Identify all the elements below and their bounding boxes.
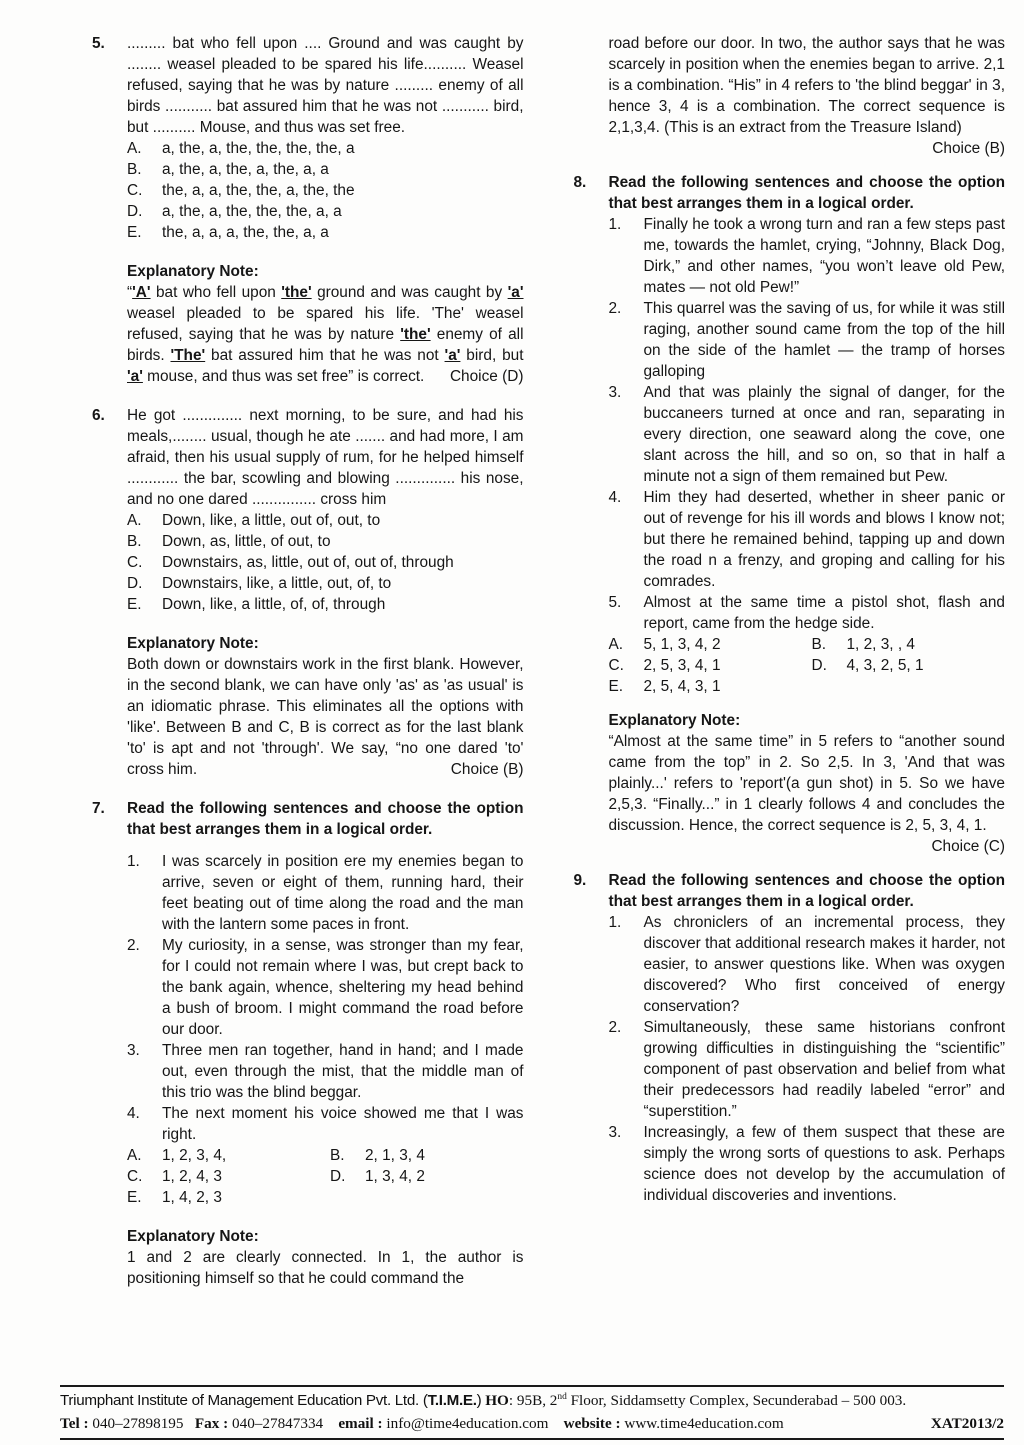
- item-text: I was scarcely in position ere my enemies began to arrive, seven or eight of them, running hard, their feet beating out of time along the road and the man with the lantern some paces in front.: [162, 853, 524, 933]
- question-content: [127, 798, 524, 1208]
- item-number: 2.: [608, 300, 622, 317]
- note-title: Explanatory Note:: [127, 1228, 259, 1245]
- option-letter: D.: [127, 203, 143, 220]
- option-row: [609, 634, 812, 655]
- item-number: 1.: [608, 216, 622, 233]
- option-letter: C.: [608, 657, 624, 674]
- note-body-text: Both down or downstairs work in the first blank. However, in the second blank, we can have only 'as' as 'as usual' is an idiomatic phrase. This eliminates all the options with 'like'. Between B and C, B is correct as for the last blank 'to' is apt and not 'through'. We say, “no one dared 'to' cross him.: [127, 656, 524, 778]
- note-body: [609, 33, 1006, 138]
- note-body: [609, 731, 1006, 836]
- sentence-item: [609, 912, 1006, 1017]
- option-text: 1, 2, 3, 4,: [162, 1147, 227, 1164]
- option-text: 1, 2, 3, , 4: [846, 636, 915, 653]
- option-letter: D.: [330, 1168, 346, 1185]
- note-indent: [92, 261, 127, 387]
- page-footer: [60, 1385, 1004, 1440]
- option-row: [127, 1187, 330, 1208]
- item-number: 5.: [608, 594, 622, 611]
- option-row: [127, 180, 524, 201]
- question-text: ......... bat who fell upon .... Ground and was caught by ........ weasel pleaded to be spared his life.......... Weasel refused, saying that he was by nature ......... enemy of all birds ........... bat assured him that he was not ........... bird, but .......... Mouse, and thus was set free.: [127, 35, 524, 136]
- note-content: [609, 33, 1006, 159]
- answer-choice: Choice (C): [931, 838, 1005, 855]
- sentence-item: [127, 851, 524, 935]
- note-body: [127, 654, 524, 780]
- option-row: [127, 222, 524, 243]
- question-number: 9.: [573, 872, 587, 889]
- option-text: 2, 5, 4, 3, 1: [643, 678, 721, 695]
- note-7-continuation: [574, 33, 1006, 159]
- footer-line-1: [60, 1387, 1004, 1412]
- option-letter: D.: [811, 657, 827, 674]
- item-number: 3.: [127, 1042, 140, 1059]
- item-text: Finally he took a wrong turn and ran a few steps past me, towards the hamlet, crying, “Johnny, Black Dog, Dirk,” and other names, “you won’t leave old Pew, mates — not old Pew!”: [643, 216, 1005, 296]
- item-text: Three men ran together, hand in hand; and I made out, even through the mist, that the middle man of this trio was the blind beggar.: [162, 1042, 524, 1101]
- note-content: [609, 710, 1006, 857]
- item-text: Almost at the same time a pistol shot, flash and report, came from the hedge side.: [643, 594, 1005, 632]
- option-text: 5, 1, 3, 4, 2: [643, 636, 721, 653]
- item-text: My curiosity, in a sense, was stronger than my fear, for I could not remain where I was, but crept back to the bank again, whence, sheltering my head behind a bush of broom. I might command the road before our door.: [162, 937, 524, 1038]
- item-text: The next moment his voice showed me that I was right.: [162, 1105, 524, 1143]
- item-number: 4.: [608, 489, 622, 506]
- note-content: [127, 633, 524, 780]
- item-text: Increasingly, a few of them suspect that these are simply the wrong sorts of questions to ask. Perhaps science does not develop by the accumulation of individual discoveries and inventions.: [643, 1124, 1005, 1204]
- option-text: 2, 5, 3, 4, 1: [643, 657, 721, 674]
- note-indent: [574, 710, 609, 857]
- option-text: a, the, a, the, a, the, a, a: [162, 161, 329, 178]
- item-text: As chroniclers of an incremental process, they discover that additional research makes it harder, not easier, to answer questions like. When was oxygen discovered? Who first conceived of energy conservation?: [643, 914, 1005, 1015]
- option-row: [127, 201, 524, 222]
- sentence-item: [127, 1103, 524, 1145]
- option-row: [330, 1145, 524, 1166]
- question-5: [92, 33, 524, 243]
- sentence-item: [609, 214, 1006, 298]
- question-text: He got .............. next morning, to be sure, and had his meals,........ usual, though he ate ....... and had more, I am afraid, then his usual supply of rum, for he helped himself ............ the bar, scowling and blowing .............. his nose, and no one dared ............... cross him: [127, 407, 524, 508]
- question-6: [92, 405, 524, 615]
- options-list: [127, 510, 524, 615]
- option-text: a, the, a, the, the, the, a, a: [162, 203, 342, 220]
- option-text: 1, 4, 2, 3: [162, 1189, 222, 1206]
- explanatory-note-5: [92, 261, 524, 387]
- answer-choice: Choice (D): [449, 368, 524, 385]
- option-row: [330, 1166, 524, 1187]
- sentence-item: [609, 1017, 1006, 1122]
- item-number: 3.: [608, 384, 622, 401]
- explanatory-note-6: [92, 633, 524, 780]
- option-row: [127, 510, 524, 531]
- question-number: 6.: [92, 407, 105, 424]
- option-letter: C.: [127, 182, 143, 199]
- explanatory-note-7: [92, 1226, 524, 1289]
- sentence-item: [127, 935, 524, 1040]
- question-number: 8.: [573, 174, 587, 191]
- option-row: [127, 573, 524, 594]
- question-prompt: Read the following sentences and choose the option that best arranges them in a logical order.: [608, 174, 1005, 212]
- question-content: [609, 870, 1006, 1206]
- option-text: 1, 2, 4, 3: [162, 1168, 222, 1185]
- note-body-text: “'A' bat who fell upon 'the' ground and was caught by 'a' weasel pleaded to be spared his life. 'The' weasel refused, saying that he was by nature 'the' enemy of all birds. 'The' bat assured him that he was not 'a' bird, but 'a' mouse, and thus was set free” is correct.: [127, 284, 524, 385]
- item-number: 3.: [608, 1124, 622, 1141]
- question-number: 5.: [92, 35, 105, 52]
- item-text: Simultaneously, these same historians confront growing difficulties in distinguishing the “scientific” component of past observation and belief from what their predecessors had readily labeled “error” and “superstition.”: [643, 1019, 1005, 1120]
- explanatory-note-8: [574, 710, 1006, 857]
- note-title: Explanatory Note:: [127, 635, 259, 652]
- footer-contacts: Tel : 040–27898195 Fax : 040–27847334 email : info@time4education.com website : www.time4education.com: [60, 1415, 784, 1432]
- question-content: [127, 33, 524, 243]
- options-list: [127, 138, 524, 243]
- footer-line-2: [60, 1412, 1004, 1438]
- sentence-list: [609, 912, 1006, 1206]
- note-title: Explanatory Note:: [127, 263, 259, 280]
- sentence-item: [609, 487, 1006, 592]
- question-8: [574, 172, 1006, 697]
- item-text: And that was plainly the signal of danger, for the buccaneers turned at once and ran, separating in every direction, one seaward along the cove, one slant across the hill, and so on, so that in half a minute not a sign of them remained but Pew.: [643, 384, 1005, 485]
- option-letter: A.: [127, 512, 142, 529]
- option-row: [127, 594, 524, 615]
- question-9: [574, 870, 1006, 1206]
- option-row: [127, 552, 524, 573]
- option-row: [127, 531, 524, 552]
- option-row: [609, 655, 812, 676]
- item-number: 2.: [608, 1019, 622, 1036]
- item-text: This quarrel was the saving of us, for while it was still raging, another sound came from the top of the hill on the side of the hamlet — the tramp of horses galloping: [643, 300, 1005, 380]
- option-text: the, a, a, the, the, a, the, the: [162, 182, 355, 199]
- sentence-list: [609, 214, 1006, 634]
- sentence-item: [127, 1040, 524, 1103]
- question-content: [609, 172, 1006, 697]
- note-content: [127, 1226, 524, 1289]
- option-text: Down, as, little, of out, to: [162, 533, 331, 550]
- item-text: Him they had deserted, whether in sheer panic or out of revenge for his ill words and blows I know not; but there he remained behind, tapping up and down the road n a frenzy, and groping and calling for his comrades.: [643, 489, 1005, 590]
- footer-rule-bottom: [60, 1438, 1004, 1440]
- option-row: [127, 1166, 330, 1187]
- option-text: the, a, a, a, the, the, a, a: [162, 224, 329, 241]
- question-content: [127, 405, 524, 615]
- question-7: [92, 798, 524, 1208]
- item-number: 1.: [127, 853, 140, 870]
- option-letter: B.: [127, 533, 142, 550]
- left-column: [92, 33, 524, 1307]
- option-text: Downstairs, like, a little, out, of, to: [162, 575, 392, 592]
- note-body: [127, 1247, 524, 1289]
- note-indent: [92, 1226, 127, 1289]
- note-indent: [92, 633, 127, 780]
- note-body-text: road before our door. In two, the author says that he was scarcely in position when the enemies began to arrive. 2,1 is a combination. “His” in 4 refers to 'the blind beggar' in 3, hence 3, 4 is a combination. The correct sequence is 2,1,3,4. (This is an extract from the Treasure Island): [608, 35, 1005, 136]
- option-letter: E.: [127, 224, 142, 241]
- note-body-text: “Almost at the same time” in 5 refers to “another sound came from the top” in 2. So 2,5. In 3, 'And that was plainly...' refers to 'report'(a gun shot) in 5. So we have 2,5,3. “Finally...” in 1 clearly follows 4 and concludes the discussion. Hence, the correct sequence is 2, 5, 3, 4, 1.: [608, 733, 1005, 834]
- option-text: Down, like, a little, of, of, through: [162, 596, 386, 613]
- item-number: 1.: [608, 914, 622, 931]
- option-letter: B.: [330, 1147, 345, 1164]
- footer-exam-code: XAT2013/2: [930, 1415, 1004, 1432]
- option-letter: A.: [127, 140, 142, 157]
- option-letter: A.: [608, 636, 624, 653]
- option-letter: E.: [608, 678, 624, 695]
- option-text: Down, like, a little, out of, out, to: [162, 512, 381, 529]
- option-text: 4, 3, 2, 5, 1: [846, 657, 924, 674]
- option-letter: E.: [127, 596, 142, 613]
- options-grid: [609, 634, 1006, 697]
- footer-institute-info: Triumphant Institute of Management Education Pvt. Ltd. (T.I.M.E.) HO: 95B, 2nd Floor, Siddamsetty Complex, Secunderabad – 500 003.: [60, 1391, 907, 1409]
- option-letter: E.: [127, 1189, 142, 1206]
- options-grid: [127, 1145, 524, 1208]
- option-letter: B.: [811, 636, 827, 653]
- sentence-item: [609, 592, 1006, 634]
- question-number: 7.: [92, 800, 105, 817]
- option-letter: A.: [127, 1147, 142, 1164]
- sentence-item: [609, 298, 1006, 382]
- item-number: 4.: [127, 1105, 140, 1122]
- option-text: Downstairs, as, little, out of, out of, through: [162, 554, 454, 571]
- option-letter: C.: [127, 1168, 143, 1185]
- option-text: 1, 3, 4, 2: [365, 1168, 425, 1185]
- option-row: [127, 138, 524, 159]
- note-title: Explanatory Note:: [608, 712, 741, 729]
- option-row: [812, 634, 1006, 655]
- right-column: [574, 33, 1006, 1219]
- note-content: [127, 261, 524, 387]
- option-letter: D.: [127, 575, 143, 592]
- question-prompt: Read the following sentences and choose the option that best arranges them in a logical order.: [127, 800, 524, 838]
- sentence-item: [609, 1122, 1006, 1206]
- option-row: [609, 676, 812, 697]
- question-prompt: Read the following sentences and choose the option that best arranges them in a logical order.: [608, 872, 1005, 910]
- item-number: 2.: [127, 937, 140, 954]
- note-body-text: 1 and 2 are clearly connected. In 1, the author is positioning himself so that he could command the: [127, 1249, 524, 1287]
- option-letter: C.: [127, 554, 143, 571]
- sentence-list: [127, 851, 524, 1145]
- option-row: [127, 1145, 330, 1166]
- option-text: a, the, a, the, the, the, the, a: [162, 140, 355, 157]
- option-text: 2, 1, 3, 4: [365, 1147, 425, 1164]
- note-indent: [574, 33, 609, 159]
- answer-choice: Choice (B): [450, 761, 524, 778]
- option-row: [127, 159, 524, 180]
- sentence-item: [609, 382, 1006, 487]
- option-letter: B.: [127, 161, 142, 178]
- note-body: [127, 282, 524, 387]
- answer-choice: Choice (B): [932, 140, 1005, 157]
- option-row: [812, 655, 1006, 676]
